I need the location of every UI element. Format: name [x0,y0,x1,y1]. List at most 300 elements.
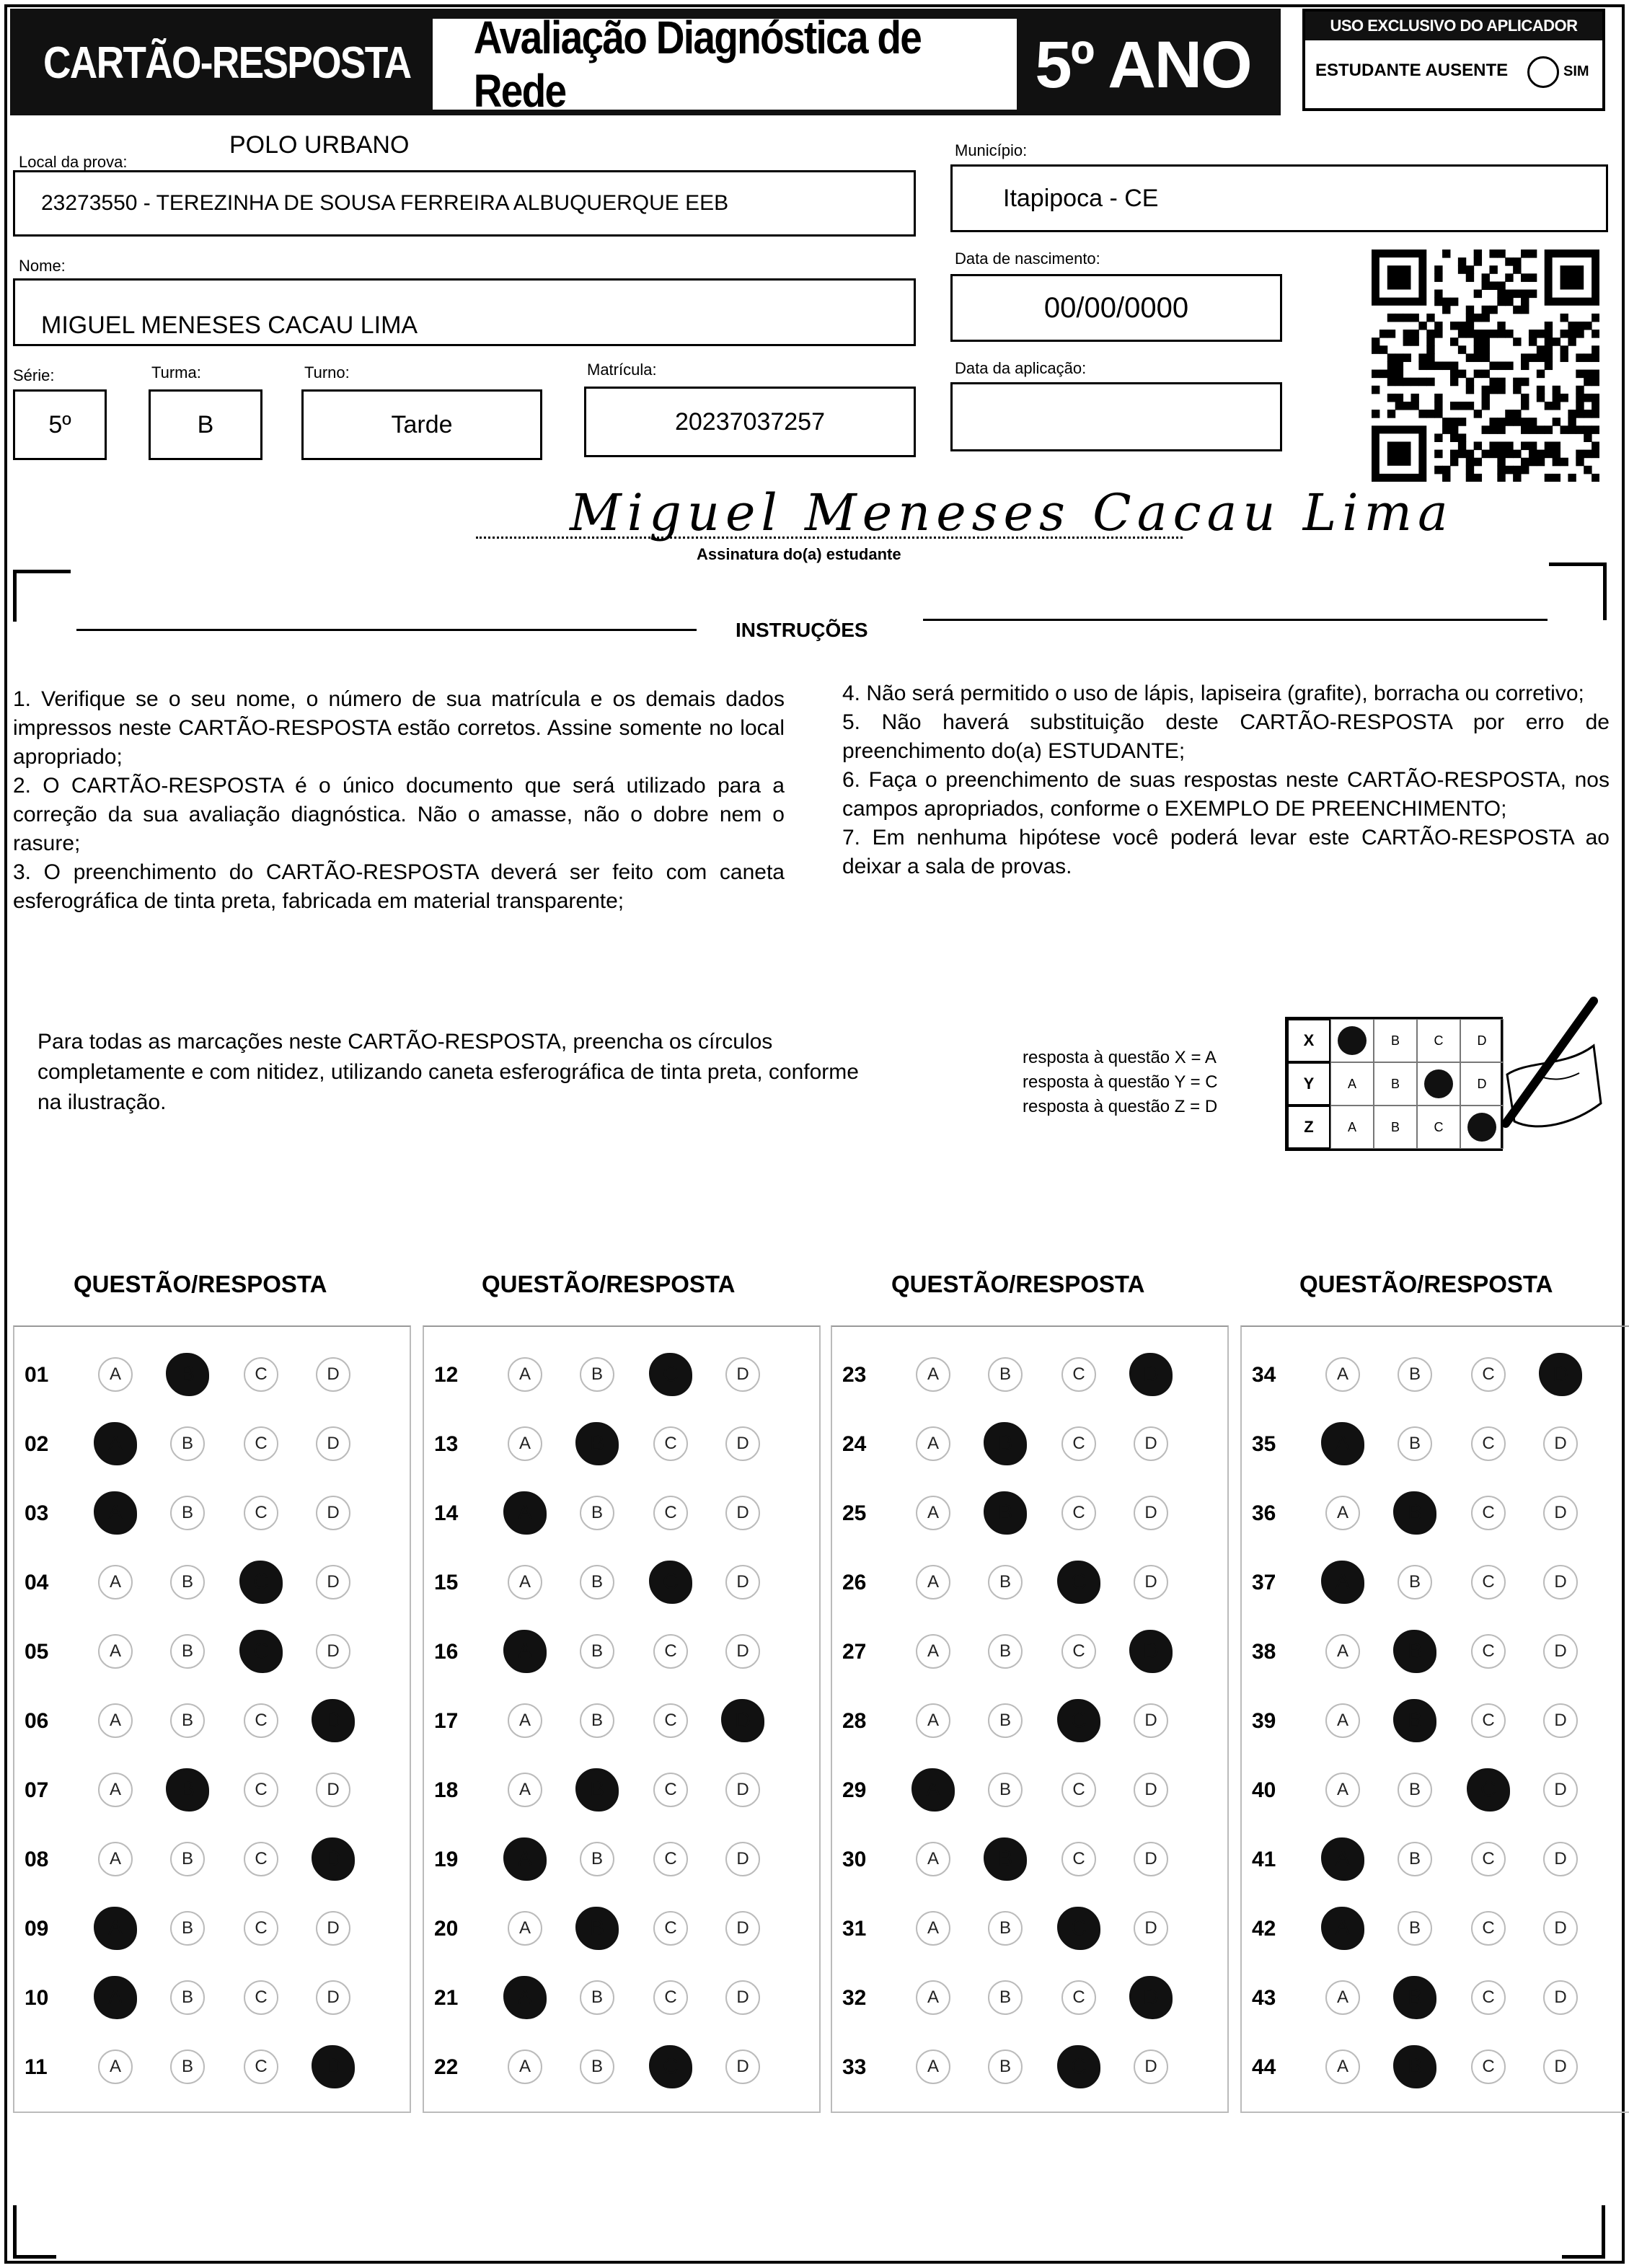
answer-bubble-b[interactable]: B [580,1634,614,1669]
qr-module [1529,458,1537,467]
answer-bubble-a[interactable]: A [508,1911,542,1946]
answer-bubble-d[interactable]: D [1543,1565,1578,1599]
answer-bubble-c[interactable]: C [1061,1773,1096,1807]
qr-module [1537,370,1545,379]
qr-module [1521,425,1529,434]
qr-module [1387,394,1395,402]
answer-bubble-a[interactable]: A [1325,1357,1360,1392]
answer-bubble-b[interactable]: B [988,1357,1023,1392]
question-row [1242,1630,1629,1673]
qr-module [1387,370,1395,379]
question-number: 02 [25,1432,49,1456]
question-number: 01 [25,1363,49,1387]
answer-bubble-a[interactable]: A [98,1773,133,1807]
answer-bubble-d[interactable]: D [725,1980,760,2015]
answer-bubble-a[interactable]: A [1325,1703,1360,1738]
question-row [1242,1491,1629,1535]
answer-bubble-b[interactable]: B [170,2049,205,2084]
school-value: 23273550 - TEREZINHA DE SOUSA FERREIRA ALBUQUERQUE EEB [41,191,729,215]
answer-bubble-b[interactable]: B [984,1422,1027,1465]
answer-bubble-d[interactable]: D [1129,1630,1173,1673]
answer-bubble-b[interactable]: B [580,2049,614,2084]
qr-module [1466,386,1474,394]
qr-module [1584,450,1592,459]
answer-bubble-b[interactable]: B [988,1703,1023,1738]
answer-bubble-c[interactable]: C [649,1353,692,1396]
answer-bubble-b[interactable]: B [575,1907,619,1950]
question-row [832,1353,1227,1396]
answer-bubble-d[interactable]: D [1543,1496,1578,1530]
instruction-7: 7. Em nenhuma hipótese você poderá levar este CARTÃO-RESPOSTA ao deixar a sala de provas. [842,826,1610,878]
question-row [1242,1699,1629,1742]
question-row [14,1976,410,2019]
absent-bubble[interactable] [1527,56,1559,88]
qr-module [1576,402,1584,410]
example-table [1285,1017,1503,1151]
answer-bubble-d[interactable]: D [316,1565,350,1599]
answer-bubble-a[interactable]: A [98,1565,133,1599]
answer-bubble-a[interactable]: A [916,1842,950,1876]
answer-bubble-a[interactable]: A [98,1357,133,1392]
answer-bubble-c[interactable]: C [1467,1768,1510,1812]
answer-bubble-a[interactable]: A [916,1634,950,1669]
qr-module [1497,418,1505,426]
answer-bubble-c[interactable]: C [1471,1426,1506,1461]
answer-bubble-d[interactable]: D [1129,1976,1173,2019]
qr-module [1395,378,1403,387]
example-option-letter: A [1347,1119,1356,1134]
answer-bubble-b[interactable]: B [1398,1426,1432,1461]
answer-bubble-b[interactable]: B [170,1911,205,1946]
question-row [424,1699,819,1742]
qr-module [1592,450,1599,459]
answer-bubble-c[interactable]: C [653,1426,688,1461]
answer-bubble-b[interactable]: B [166,1353,209,1396]
answer-bubble-a[interactable]: A [916,1980,950,2015]
answer-column [1240,1325,1629,2113]
question-row [1242,1422,1629,1465]
qr-module [1576,458,1584,467]
qr-module [1466,353,1474,362]
answer-bubble-b[interactable]: B [1393,1699,1436,1742]
answer-bubble-b[interactable]: B [170,1842,205,1876]
answer-bubble-c[interactable]: C [244,1426,278,1461]
qr-module [1458,433,1466,442]
applicator-title: USO EXCLUSIVO DO APLICADOR [1305,12,1602,40]
answer-bubble-c[interactable]: C [653,1773,688,1807]
qr-module [1568,322,1576,330]
answer-bubble-c[interactable]: C [244,1911,278,1946]
answer-bubble-c[interactable]: C [653,1634,688,1669]
answer-bubble-c[interactable]: C [244,1703,278,1738]
serie-label: Série: [13,366,55,384]
absent-yes-label: SIM [1563,63,1589,79]
qr-module [1521,402,1529,410]
answer-bubble-c[interactable]: C [653,1911,688,1946]
answer-bubble-d[interactable]: D [1543,1842,1578,1876]
answer-bubble-b[interactable]: B [1393,1630,1436,1673]
qr-module [1545,474,1553,482]
answer-bubble-d[interactable]: D [1539,1353,1582,1396]
answer-bubble-a[interactable]: A [1321,1422,1364,1465]
answer-bubble-c[interactable]: C [1057,1907,1100,1950]
answer-bubble-a[interactable]: A [94,1422,137,1465]
answer-column [831,1325,1229,2113]
answer-bubble-d[interactable]: D [316,1426,350,1461]
qr-module [1553,474,1560,482]
qr-module [1584,466,1592,475]
qr-module [1450,337,1458,346]
answer-bubble-b[interactable]: B [988,1634,1023,1669]
answer-bubble-a[interactable]: A [1325,1980,1360,2015]
question-row [14,1907,410,1950]
answer-bubble-b[interactable]: B [580,1565,614,1599]
answer-bubble-c[interactable]: C [244,2049,278,2084]
qr-module [1576,330,1584,338]
answer-bubble-d[interactable]: D [725,1496,760,1530]
answer-bubble-c[interactable]: C [1057,1561,1100,1604]
answer-bubble-c[interactable]: C [244,1496,278,1530]
example-cell-b [1374,1106,1417,1149]
qr-module [1466,458,1474,467]
answer-bubble-c[interactable]: C [1061,1426,1096,1461]
answer-bubble-d[interactable]: D [316,1496,350,1530]
answer-bubble-c[interactable]: C [1471,1703,1506,1738]
qr-module [1442,298,1450,306]
qr-module [1537,353,1545,362]
answer-bubble-b[interactable]: B [988,2049,1023,2084]
answer-bubble-b[interactable]: B [984,1491,1027,1535]
answer-bubble-c[interactable]: C [1471,1496,1506,1530]
example-row-label: Z [1287,1106,1330,1149]
question-row [1242,1768,1629,1812]
answer-bubble-a[interactable]: A [503,1491,547,1535]
question-number: 09 [25,1917,49,1941]
answer-bubble-d[interactable]: D [1543,1634,1578,1669]
answer-bubble-a[interactable]: A [508,1773,542,1807]
answer-bubble-d[interactable]: D [1543,1426,1578,1461]
answer-bubble-b[interactable]: B [170,1565,205,1599]
qr-module [1466,450,1474,459]
answer-bubble-d[interactable]: D [312,1699,355,1742]
qr-module [1592,378,1599,387]
question-row [14,1353,410,1396]
turma-box [149,389,262,460]
answer-bubble-a[interactable]: A [916,1911,950,1946]
answer-bubble-a[interactable]: A [916,1565,950,1599]
answer-bubble-b[interactable]: B [580,1980,614,2015]
answer-bubble-a[interactable]: A [508,1357,542,1392]
answer-bubble-c[interactable]: C [1061,1842,1096,1876]
answer-bubble-b[interactable]: B [575,1768,619,1812]
answer-bubble-d[interactable]: D [725,1842,760,1876]
answer-bubble-d[interactable]: D [1134,1703,1168,1738]
answer-bubble-a[interactable]: A [98,1634,133,1669]
answer-bubble-a[interactable]: A [98,2049,133,2084]
answer-bubble-d[interactable]: D [316,1980,350,2015]
answer-bubble-d[interactable]: D [1543,1980,1578,2015]
qr-module [1426,314,1434,322]
qr-module [1553,402,1560,410]
answer-bubble-d[interactable]: D [725,1426,760,1461]
answer-bubble-a[interactable]: A [911,1768,955,1812]
qr-module [1434,322,1442,330]
answer-bubble-a[interactable]: A [1321,1907,1364,1950]
answer-bubble-b[interactable]: B [166,1768,209,1812]
qr-module [1537,450,1545,459]
qr-module [1458,441,1466,450]
answer-bubble-d[interactable]: D [725,1357,760,1392]
answer-bubble-b[interactable]: B [580,1357,614,1392]
answer-bubble-c[interactable]: C [649,1561,692,1604]
answer-bubble-b[interactable]: B [1398,1357,1432,1392]
qr-module [1466,474,1474,482]
answer-bubble-d[interactable]: D [1543,1773,1578,1807]
answer-bubble-d[interactable]: D [1134,1911,1168,1946]
question-row [14,1699,410,1742]
answer-bubble-a[interactable]: A [916,1357,950,1392]
answer-bubble-a[interactable]: A [916,1496,950,1530]
answer-bubble-d[interactable]: D [725,2049,760,2084]
answer-bubble-b[interactable]: B [580,1842,614,1876]
nome-value: MIGUEL MENESES CACAU LIMA [41,311,418,339]
answer-bubble-d[interactable]: D [1129,1353,1173,1396]
answer-bubble-a[interactable]: A [1321,1561,1364,1604]
question-number: 11 [25,2055,48,2079]
answer-bubble-c[interactable]: C [653,1703,688,1738]
answer-bubble-c[interactable]: C [1061,1496,1096,1530]
answer-bubble-d[interactable]: D [1134,1773,1168,1807]
answer-bubble-d[interactable]: D [1134,2049,1168,2084]
answer-bubble-a[interactable]: A [1325,1496,1360,1530]
answer-bubble-b[interactable]: B [988,1980,1023,2015]
answer-bubble-d[interactable]: D [312,1837,355,1881]
answer-bubble-c[interactable]: C [1061,1634,1096,1669]
answer-bubble-c[interactable]: C [1471,1911,1506,1946]
qr-module [1434,450,1442,459]
qr-module [1505,273,1513,282]
question-row [424,1353,819,1396]
answer-bubble-b[interactable]: B [170,1703,205,1738]
answers-heading: QUESTÃO/RESPOSTA [891,1271,1145,1297]
answer-bubble-d[interactable]: D [1543,1911,1578,1946]
qr-module [1450,298,1458,306]
qr-module [1372,386,1379,394]
answer-bubble-c[interactable]: C [1061,1980,1096,2015]
answer-bubble-a[interactable]: A [503,1837,547,1881]
answer-bubble-b[interactable]: B [1398,1842,1432,1876]
answer-bubble-a[interactable]: A [1325,2049,1360,2084]
answer-bubble-c[interactable]: C [239,1630,283,1673]
answer-bubble-a[interactable]: A [503,1976,547,2019]
answer-bubble-b[interactable]: B [170,1426,205,1461]
card-title: CARTÃO-RESPOSTA [43,38,411,88]
answer-bubble-c[interactable]: C [1057,1699,1100,1742]
answer-bubble-d[interactable]: D [316,1634,350,1669]
answer-bubble-a[interactable]: A [94,1907,137,1950]
answer-bubble-b[interactable]: B [1393,1491,1436,1535]
question-number: 22 [434,2055,459,2079]
answer-bubble-d[interactable]: D [316,1357,350,1392]
question-row [832,1491,1227,1535]
answer-bubble-d[interactable]: D [316,1773,350,1807]
question-number: 19 [434,1848,459,1871]
question-row [14,1422,410,1465]
qr-module [1442,425,1450,434]
question-row [832,1630,1227,1673]
answer-bubble-c[interactable]: C [1471,1980,1506,2015]
qr-module [1497,281,1505,290]
qr-module [1426,361,1434,370]
question-row [1242,1353,1629,1396]
answer-bubble-d[interactable]: D [316,1911,350,1946]
answer-bubble-d[interactable]: D [725,1773,760,1807]
answer-bubble-c[interactable]: C [1471,2049,1506,2084]
qr-module [1474,290,1482,299]
answer-bubble-b[interactable]: B [580,1703,614,1738]
answer-bubble-c[interactable]: C [649,2045,692,2088]
qr-module [1395,402,1403,410]
answer-bubble-c[interactable]: C [1057,2045,1100,2088]
question-number: 32 [842,1986,867,2010]
answer-bubble-c[interactable]: C [244,1773,278,1807]
answer-bubble-d[interactable]: D [1134,1565,1168,1599]
qr-module [1537,386,1545,394]
question-number: 28 [842,1709,867,1733]
local-label: Local da prova: [19,153,128,171]
answer-bubble-c[interactable]: C [1471,1357,1506,1392]
answer-bubble-a[interactable]: A [1325,1773,1360,1807]
answer-bubble-c[interactable]: C [653,1496,688,1530]
answer-bubble-a[interactable]: A [508,1703,542,1738]
answer-bubble-a[interactable]: A [1321,1837,1364,1881]
question-row [1242,1976,1629,2019]
qr-module [1395,353,1403,362]
answer-bubble-b[interactable]: B [988,1773,1023,1807]
answer-bubble-d[interactable]: D [1543,1703,1578,1738]
qr-module [1505,441,1513,450]
qr-module [1576,410,1584,418]
qr-module [1418,353,1426,362]
answer-bubble-a[interactable]: A [508,1426,542,1461]
answer-bubble-c[interactable]: C [653,1980,688,2015]
instructions-rule-right [923,619,1548,621]
answer-bubble-c[interactable]: C [1471,1842,1506,1876]
instructions-right [842,679,1610,881]
question-row [14,1491,410,1535]
question-number: 03 [25,1501,49,1525]
question-row [424,1976,819,2019]
qr-module [1592,353,1599,362]
qr-module [1545,337,1553,346]
answer-bubble-d[interactable]: D [312,2045,355,2088]
answer-bubble-b[interactable]: B [984,1837,1027,1881]
answer-bubble-d[interactable]: D [1134,1426,1168,1461]
qr-module [1553,458,1560,467]
answer-bubble-a[interactable]: A [98,1703,133,1738]
question-row [832,2045,1227,2088]
answer-bubble-c[interactable]: C [1061,1357,1096,1392]
qr-module [1489,386,1497,394]
answer-bubble-a[interactable]: A [508,1565,542,1599]
qr-module [1513,337,1521,346]
answer-bubble-c[interactable]: C [244,1842,278,1876]
qr-module [1568,330,1576,338]
answer-bubble-b[interactable]: B [988,1911,1023,1946]
qr-module [1474,314,1482,322]
answer-bubble-b[interactable]: B [1393,1976,1436,2019]
answer-bubble-a[interactable]: A [98,1842,133,1876]
qr-module [1553,337,1560,346]
answer-bubble-d[interactable]: D [1134,1842,1168,1876]
answer-bubble-c[interactable]: C [244,1357,278,1392]
qr-module [1513,418,1521,426]
example-legend-z: resposta à questão Z = D [1023,1097,1218,1116]
answer-bubble-b[interactable]: B [170,1496,205,1530]
answer-bubble-b[interactable]: B [1398,1565,1432,1599]
answer-bubble-c[interactable]: C [1471,1634,1506,1669]
question-number: 33 [842,2055,867,2079]
answer-bubble-a[interactable]: A [916,1703,950,1738]
answer-bubble-c[interactable]: C [1471,1565,1506,1599]
answer-bubble-c[interactable]: C [244,1980,278,2015]
answer-bubble-b[interactable]: B [1393,2045,1436,2088]
answer-bubble-b[interactable]: B [170,1634,205,1669]
answer-bubble-b[interactable]: B [580,1496,614,1530]
qr-module [1505,257,1513,266]
qr-module [1450,378,1458,387]
answer-bubble-a[interactable]: A [916,2049,950,2084]
answer-bubble-a[interactable]: A [503,1630,547,1673]
answer-bubble-a[interactable]: A [508,2049,542,2084]
answer-bubble-d[interactable]: D [725,1565,760,1599]
qr-module [1489,250,1497,258]
answer-bubble-c[interactable]: C [653,1842,688,1876]
answer-bubble-b[interactable]: B [575,1422,619,1465]
qr-module [1387,314,1395,322]
answers-heading: QUESTÃO/RESPOSTA [1299,1271,1553,1297]
turno-label: Turno: [304,363,350,381]
qr-module [1560,353,1568,362]
question-row [1242,1837,1629,1881]
answer-bubble-d[interactable]: D [1543,2049,1578,2084]
qr-module [1426,353,1434,362]
example-cell-a [1330,1062,1374,1106]
example-option-letter: B [1390,1076,1400,1091]
answer-bubble-d[interactable]: D [725,1911,760,1946]
answer-bubble-b[interactable]: B [1398,1773,1432,1807]
answer-bubble-a[interactable]: A [916,1426,950,1461]
answer-bubble-a[interactable]: A [94,1491,137,1535]
answer-bubble-a[interactable]: A [1325,1634,1360,1669]
question-row [832,1422,1227,1465]
qr-module [1576,425,1584,434]
answer-bubble-b[interactable]: B [988,1565,1023,1599]
answer-bubble-b[interactable]: B [1398,1911,1432,1946]
answer-bubble-c[interactable]: C [239,1561,283,1604]
qr-module [1513,410,1521,418]
answer-bubble-a[interactable]: A [94,1976,137,2019]
answer-bubble-d[interactable]: D [1134,1496,1168,1530]
answer-bubble-d[interactable]: D [725,1634,760,1669]
answer-bubble-d[interactable]: D [721,1699,764,1742]
qr-module [1537,425,1545,434]
qr-module [1458,450,1466,459]
qr-module [1434,298,1442,306]
qr-module [1568,337,1576,346]
qr-module [1482,450,1490,459]
answer-bubble-b[interactable]: B [170,1980,205,2015]
